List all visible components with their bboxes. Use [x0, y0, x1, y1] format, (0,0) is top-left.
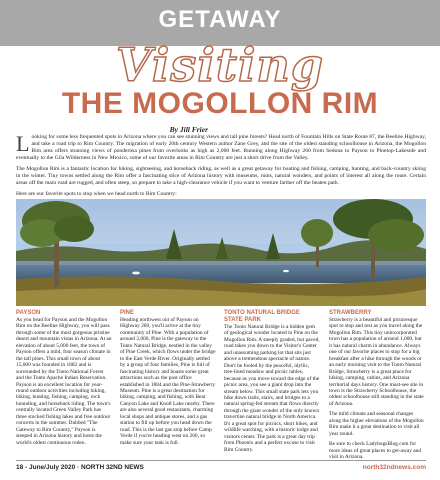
byline: By Jill Frier	[169, 125, 208, 134]
intro-paragraph-1-text: ooking for some less frequented spots in Arizona where you can see stunning views and tall pine forests? Head north of Fountain Hills on State Route 87, the Beeline Highway, and take a road trip to Rim Country. The migration of early 20th century Western author Zane Grey, and the site of the oldest standing schoolhouse in Arizona, the Mogollon Rim area offers stunning views of ponderosa pines from overlooks as high as 2,000 feet. Running along Highway 260 from Sedona to Payson to Pinetop-Lakeside and eventually to the Gila Wilderness in New Mexico, some of our favorite areas in Rim Country are just a short drive from the Valley.	[16, 134, 426, 161]
footer-page-info: 18 - June/July 2020 · NORTH 32ND NEWS	[16, 464, 144, 471]
footer-website[interactable]: north32ndnews.com	[362, 464, 426, 471]
script-title: Visiting	[115, 38, 325, 92]
intro-text	[16, 131, 426, 202]
column-paragraph: The mild climate and seasonal changes along the higher elevations of the Mogollon Rim make it a great destination to visit all year round.	[329, 411, 424, 437]
column-paragraph: Be sure to check LadybugsBlog.com for more ideas of great places to get-away and visit in Arizona.	[329, 441, 422, 461]
landscape-photo	[16, 199, 426, 306]
column-paragraph: Strawberry is a beautiful and picturesque spot to stop and rest as you travel along the Mogollon Rim. This tiny unincorporated town has a population of around 1,000, but it has natural charm in abundance. Always one of our favorite places to stop for a big breakfast after a hike through the woods or an early morning visit to the Tonto Natural Bridge, Strawberry is a great place for hiking, camping, cabins, and Arizona territorial days history. One must-see site in town is the Strawberry Schoolhouse, the oldest schoolhouse still standing in the state of Arizona.	[329, 317, 424, 407]
column-paragraph: Heading northwest out of Payson on Highway 260, you'll arrive at the tiny community of Pine. With a population of around 2,000, Pine is the gateway to the Tonto Natural Bridge, nestled in the valley of Pine Creek, which flows under the bridge to the East Verde River. Originally settled by a group of four families, Pine is full of fascinating history and boasts some great attractions such as the post office established in 1884 and the Pine-Strawberry Museum. Pine is a great destination for hiking, camping, and fishing, with Bear Canyon Lake and Knoll Lake nearby. There are also several good restaurants, charming local shops and antique stores, and a gas station to fill up before you head down the road. This is the last gas stop before Camp Verde if you're heading west on 260, so make sure your tank is full.	[120, 317, 216, 446]
intro-paragraph-2: The Mogollon Rim is a fantastic location for hiking, sightseeing, and horseback riding, as well as a great getaway for boating and fishing, camping, hunting, and back-country skiing in the winter. Tiny towns settled along the Rim offer a fascinating slice of Arizona history with museums, ruins, natural wonders, and points of interest all along the route. Certain areas off the main road are rugged, and often steep, so prepare to take a high-clearance vehicle if you want to venture farther off the beaten path.	[16, 166, 426, 186]
column-heading: PAYSON	[16, 310, 41, 316]
intro-paragraph-1	[16, 131, 426, 162]
page-footer	[16, 460, 426, 473]
dropcap: L	[16, 131, 30, 156]
column-heading: TONTO NATURAL BRIDGE STATE PARK	[224, 310, 300, 323]
column-strawberry	[329, 310, 425, 465]
column-tonto-natural-bridge	[224, 310, 320, 457]
column-paragraph: The Tonto Natural Bridge is a hidden gem of geological wonder located in Pine on the Mogollon Rim. A steeply graded, but paved, road takes you down to the Visitor's Center and unassuming parking lot that sits just above a tremendous spectacle of nature. Don't be fooled by the peaceful, idyllic, tree-lined meadow and picnic tables, because as you move toward the edge of the picnic area, you see a giant drop into the stream below. This small state park lets you hike down trails, stairs, and bridges to a natural spring-fed stream that flows directly through the giant wonder of the only known travertine natural bridge in North America. It's a great spot for picnics, short hikes, and wildlife watching, with a historic lodge and visitors center. The park is a great day trip from Phoenix and a perfect excuse to visit Rim Country.	[224, 324, 320, 453]
page-title: THE MOGOLLON RIM	[61, 87, 379, 120]
column-heading: STRAWBERRY	[329, 310, 372, 316]
section-kicker: GETAWAY	[158, 6, 282, 33]
intro-paragraph-3: Here are our favorite spots to stop when we head north to Rim Country:	[16, 191, 177, 197]
column-paragraph: As you head for Payson and the Mogollon Rim on the Beeline Highway, you will pass through some of the most gorgeous pristine desert and mountain vistas in Arizona. At an elevation of about 5,000 feet, the town of Payson offers a mild, four season climate in the tall pines. This small town of about 15,000 was founded in 1882 and is surrounded by the Tonto National Forest and the Tonto Apache Indian Reservation. Payson is an excellent location for year-round outdoor activities including hiking, biking, hunting, fishing, camping, rock hounding, and horseback riding. The town's centrally located Green Valley Park has three stocked fishing lakes and free outdoor concerts in the summer. Dubbed "The Gateway to Rim Country," Payson is steeped in Arizona history and hosts the world's oldest continuous rodeo.	[16, 317, 112, 446]
column-pine	[120, 310, 216, 450]
column-heading: PINE	[120, 310, 135, 316]
column-payson	[16, 310, 112, 450]
